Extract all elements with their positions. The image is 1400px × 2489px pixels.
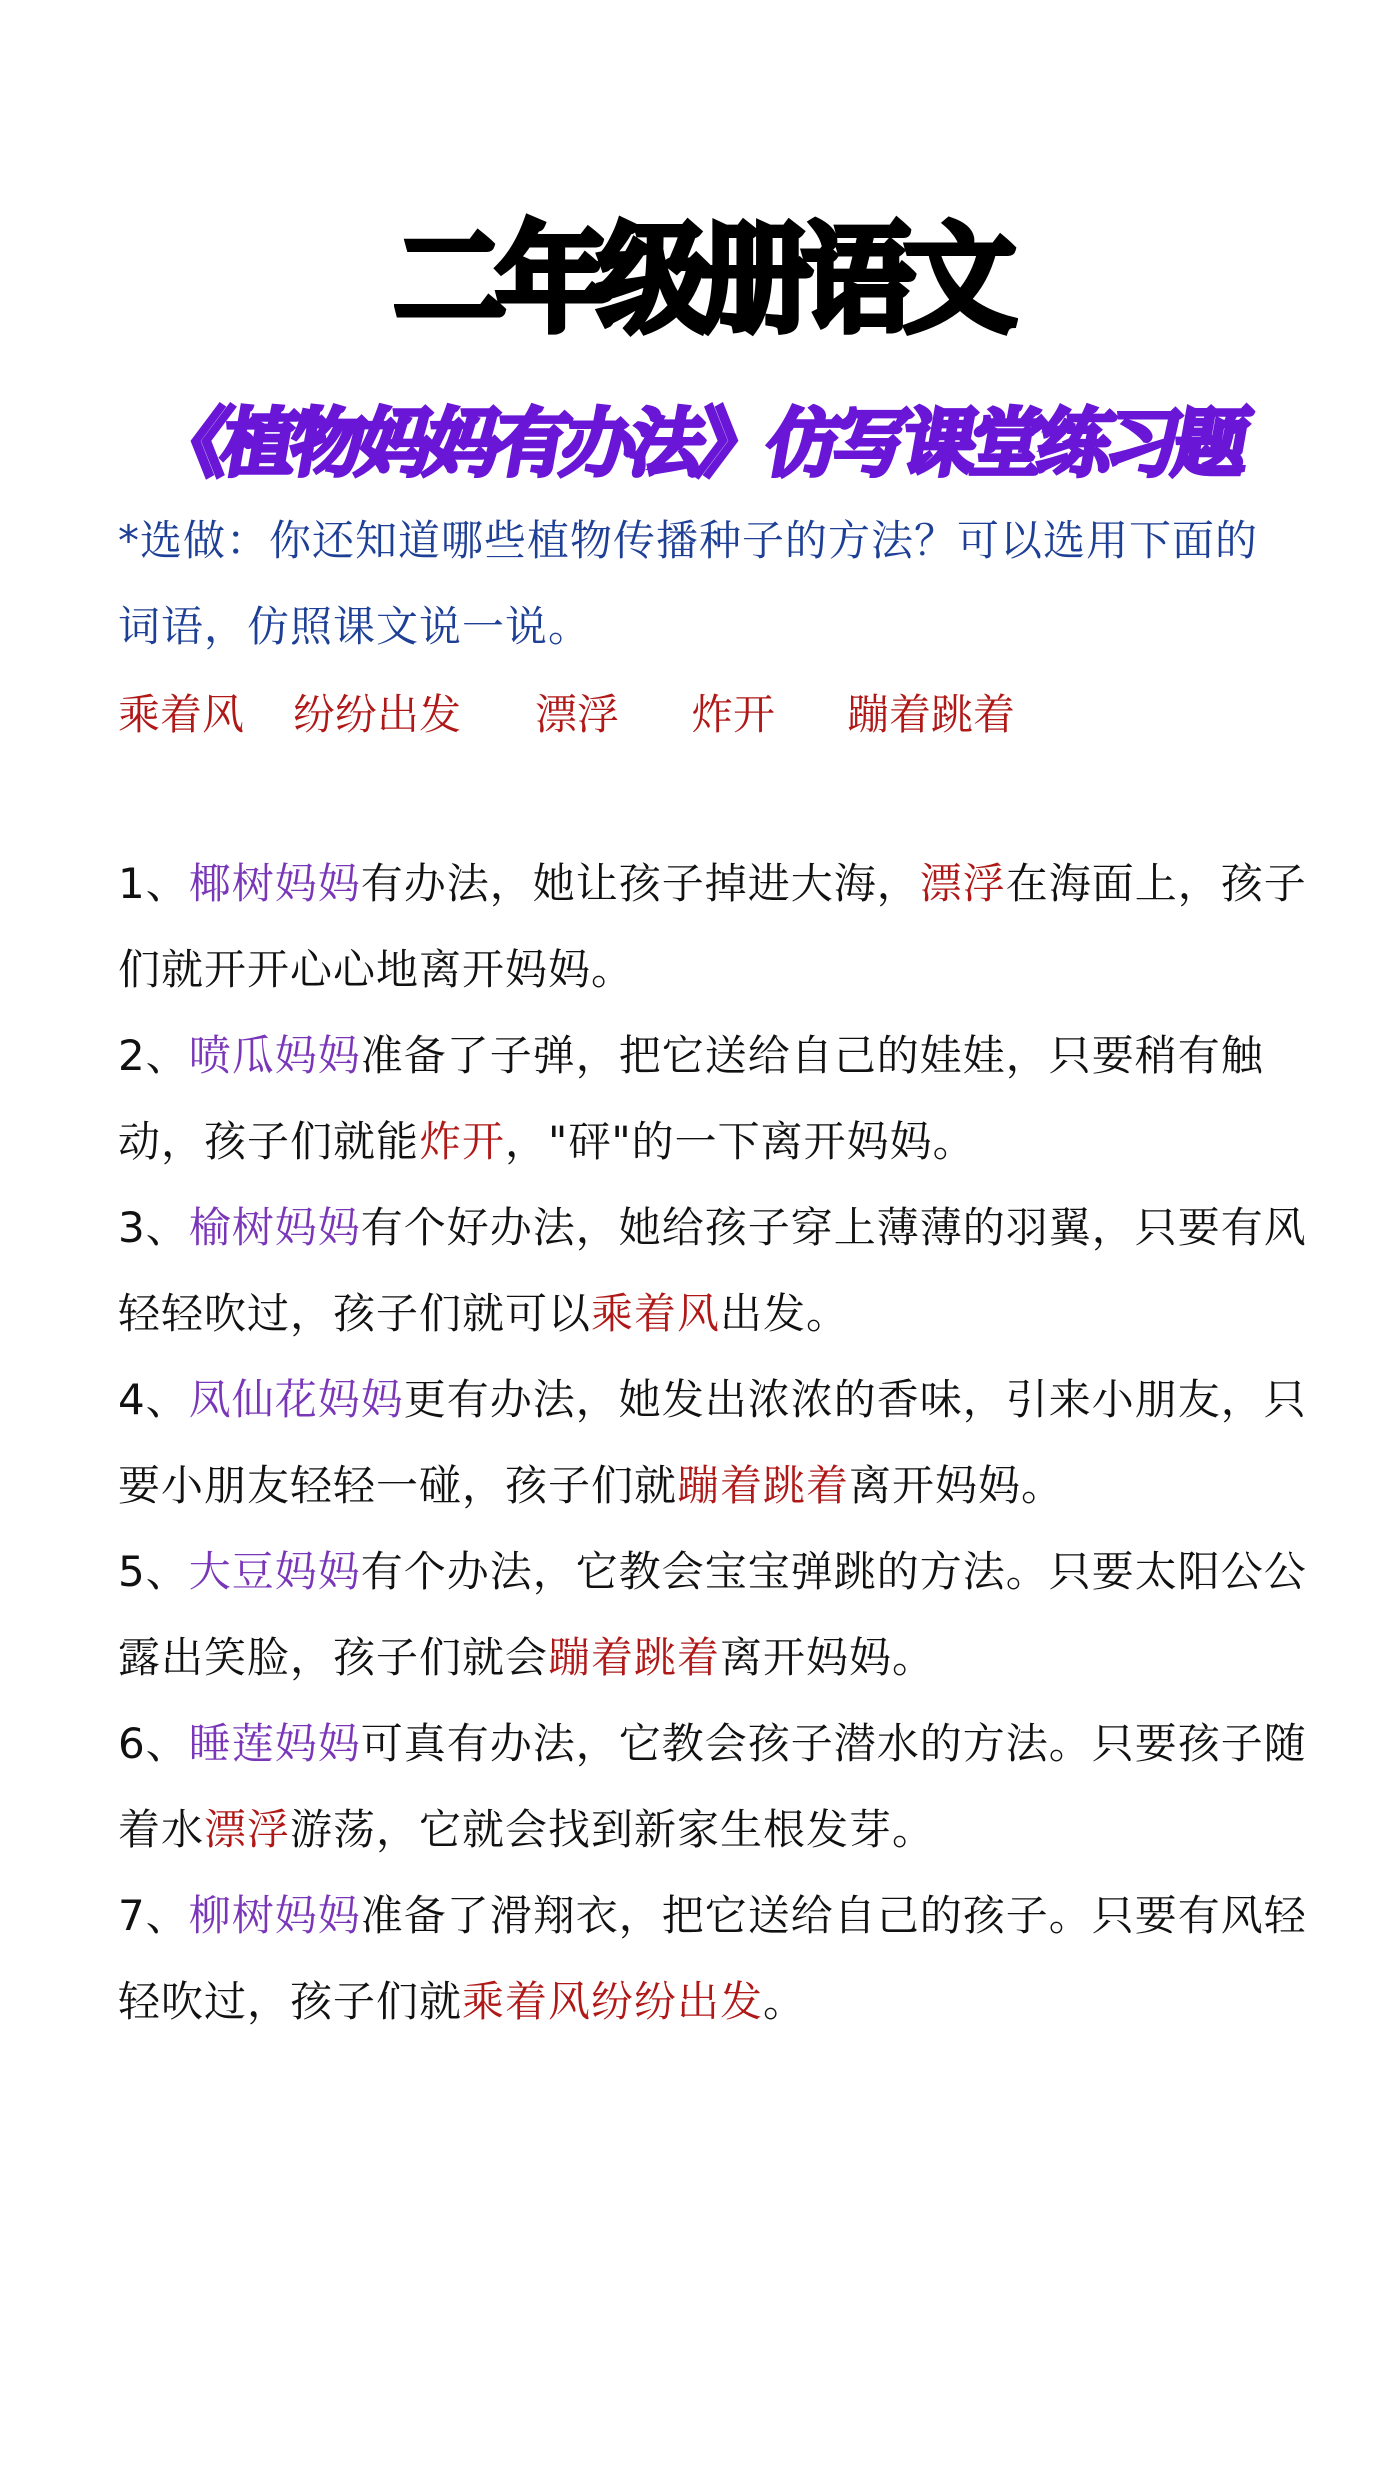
plant-name: 榆树妈妈: [188, 1203, 361, 1252]
item-number: 3、: [118, 1203, 189, 1252]
plant-name: 椰树妈妈: [188, 859, 361, 908]
key-phrase: 漂浮: [919, 859, 1006, 908]
key-phrase: 蹦着跳着: [677, 1461, 850, 1510]
plant-name: 喷瓜妈妈: [188, 1031, 361, 1080]
sentence-text: 离开妈妈。: [849, 1461, 1065, 1510]
plant-name: 凤仙花妈妈: [188, 1375, 404, 1424]
item-number: 7、: [118, 1891, 189, 1940]
sentence-text: 。: [763, 1977, 807, 2026]
item-number: 5、: [118, 1547, 189, 1596]
item-number: 4、: [118, 1375, 189, 1424]
example-item-3: [118, 1185, 1318, 1357]
key-phrase: 蹦着跳着: [548, 1633, 721, 1682]
sentence-text: 离开妈妈。: [720, 1633, 936, 1682]
key-phrase: 乘着风纷纷出发: [462, 1977, 764, 2026]
word-bank-item: 漂浮: [535, 690, 620, 739]
sentence-text: 可真有办法，它教会孩子潜水的方法。只要孩子随着水: [118, 1719, 1307, 1854]
example-item-2: [118, 1013, 1318, 1185]
key-phrase: 炸开: [419, 1117, 506, 1166]
sentence-text: 有个好办法，她给孩子穿上薄薄的羽翼，只要有风轻轻吹过，孩子们就可以: [118, 1203, 1307, 1338]
sentence-text: ，"砰"的一下离开妈妈。: [505, 1117, 976, 1166]
sentence-text: 更有办法，她发出浓浓的香味，引来小朋友，只要小朋友轻轻一碰，孩子们就: [118, 1375, 1307, 1510]
sentence-text: 游荡，它就会找到新家生根发芽。: [290, 1805, 936, 1854]
example-item-6: [118, 1701, 1318, 1873]
key-phrase: 乘着风: [591, 1289, 721, 1338]
word-bank-item: 乘着风: [118, 690, 245, 739]
task-instruction: *选做：你还知道哪些植物传播种子的方法？可以选用下面的词语，仿照课文说一说。: [118, 516, 1259, 651]
sentence-text: 有办法，她让孩子掉进大海，: [360, 859, 920, 908]
example-item-4: [118, 1357, 1318, 1529]
item-number: 2、: [118, 1031, 189, 1080]
item-number: 1、: [118, 859, 189, 908]
plant-name: 柳树妈妈: [188, 1891, 361, 1940]
sentence-text: 出发。: [720, 1289, 850, 1338]
example-item-1: [118, 841, 1318, 1013]
sentence-text: 有个办法，它教会宝宝弹跳的方法。只要太阳公公露出笑脸，孩子们就会: [118, 1547, 1307, 1682]
word-bank-item: 纷纷出发: [293, 690, 462, 739]
plant-name: 睡莲妈妈: [188, 1719, 361, 1768]
sentence-text: 在海面上，孩子们就开开心心地离开妈妈。: [118, 859, 1307, 994]
word-bank-item: 蹦着跳着: [847, 690, 1016, 739]
example-item-5: [118, 1529, 1318, 1701]
page-subtitle: 《植物妈妈有办法》仿写课堂练习题: [147, 401, 1251, 487]
item-number: 6、: [118, 1719, 189, 1768]
sentence-text: 准备了滑翔衣，把它送给自己的孩子。只要有风轻轻吹过，孩子们就: [118, 1891, 1307, 2026]
example-item-7: [118, 1873, 1318, 2045]
sentence-text: 准备了子弹，把它送给自己的娃娃，只要稍有触动，孩子们就能: [118, 1031, 1264, 1166]
example-list: [118, 841, 1318, 2045]
key-phrase: 漂浮: [204, 1805, 291, 1854]
plant-name: 大豆妈妈: [188, 1547, 361, 1596]
word-bank-item: 炸开: [691, 690, 776, 739]
page-title: 二年级册语文: [394, 212, 1006, 349]
